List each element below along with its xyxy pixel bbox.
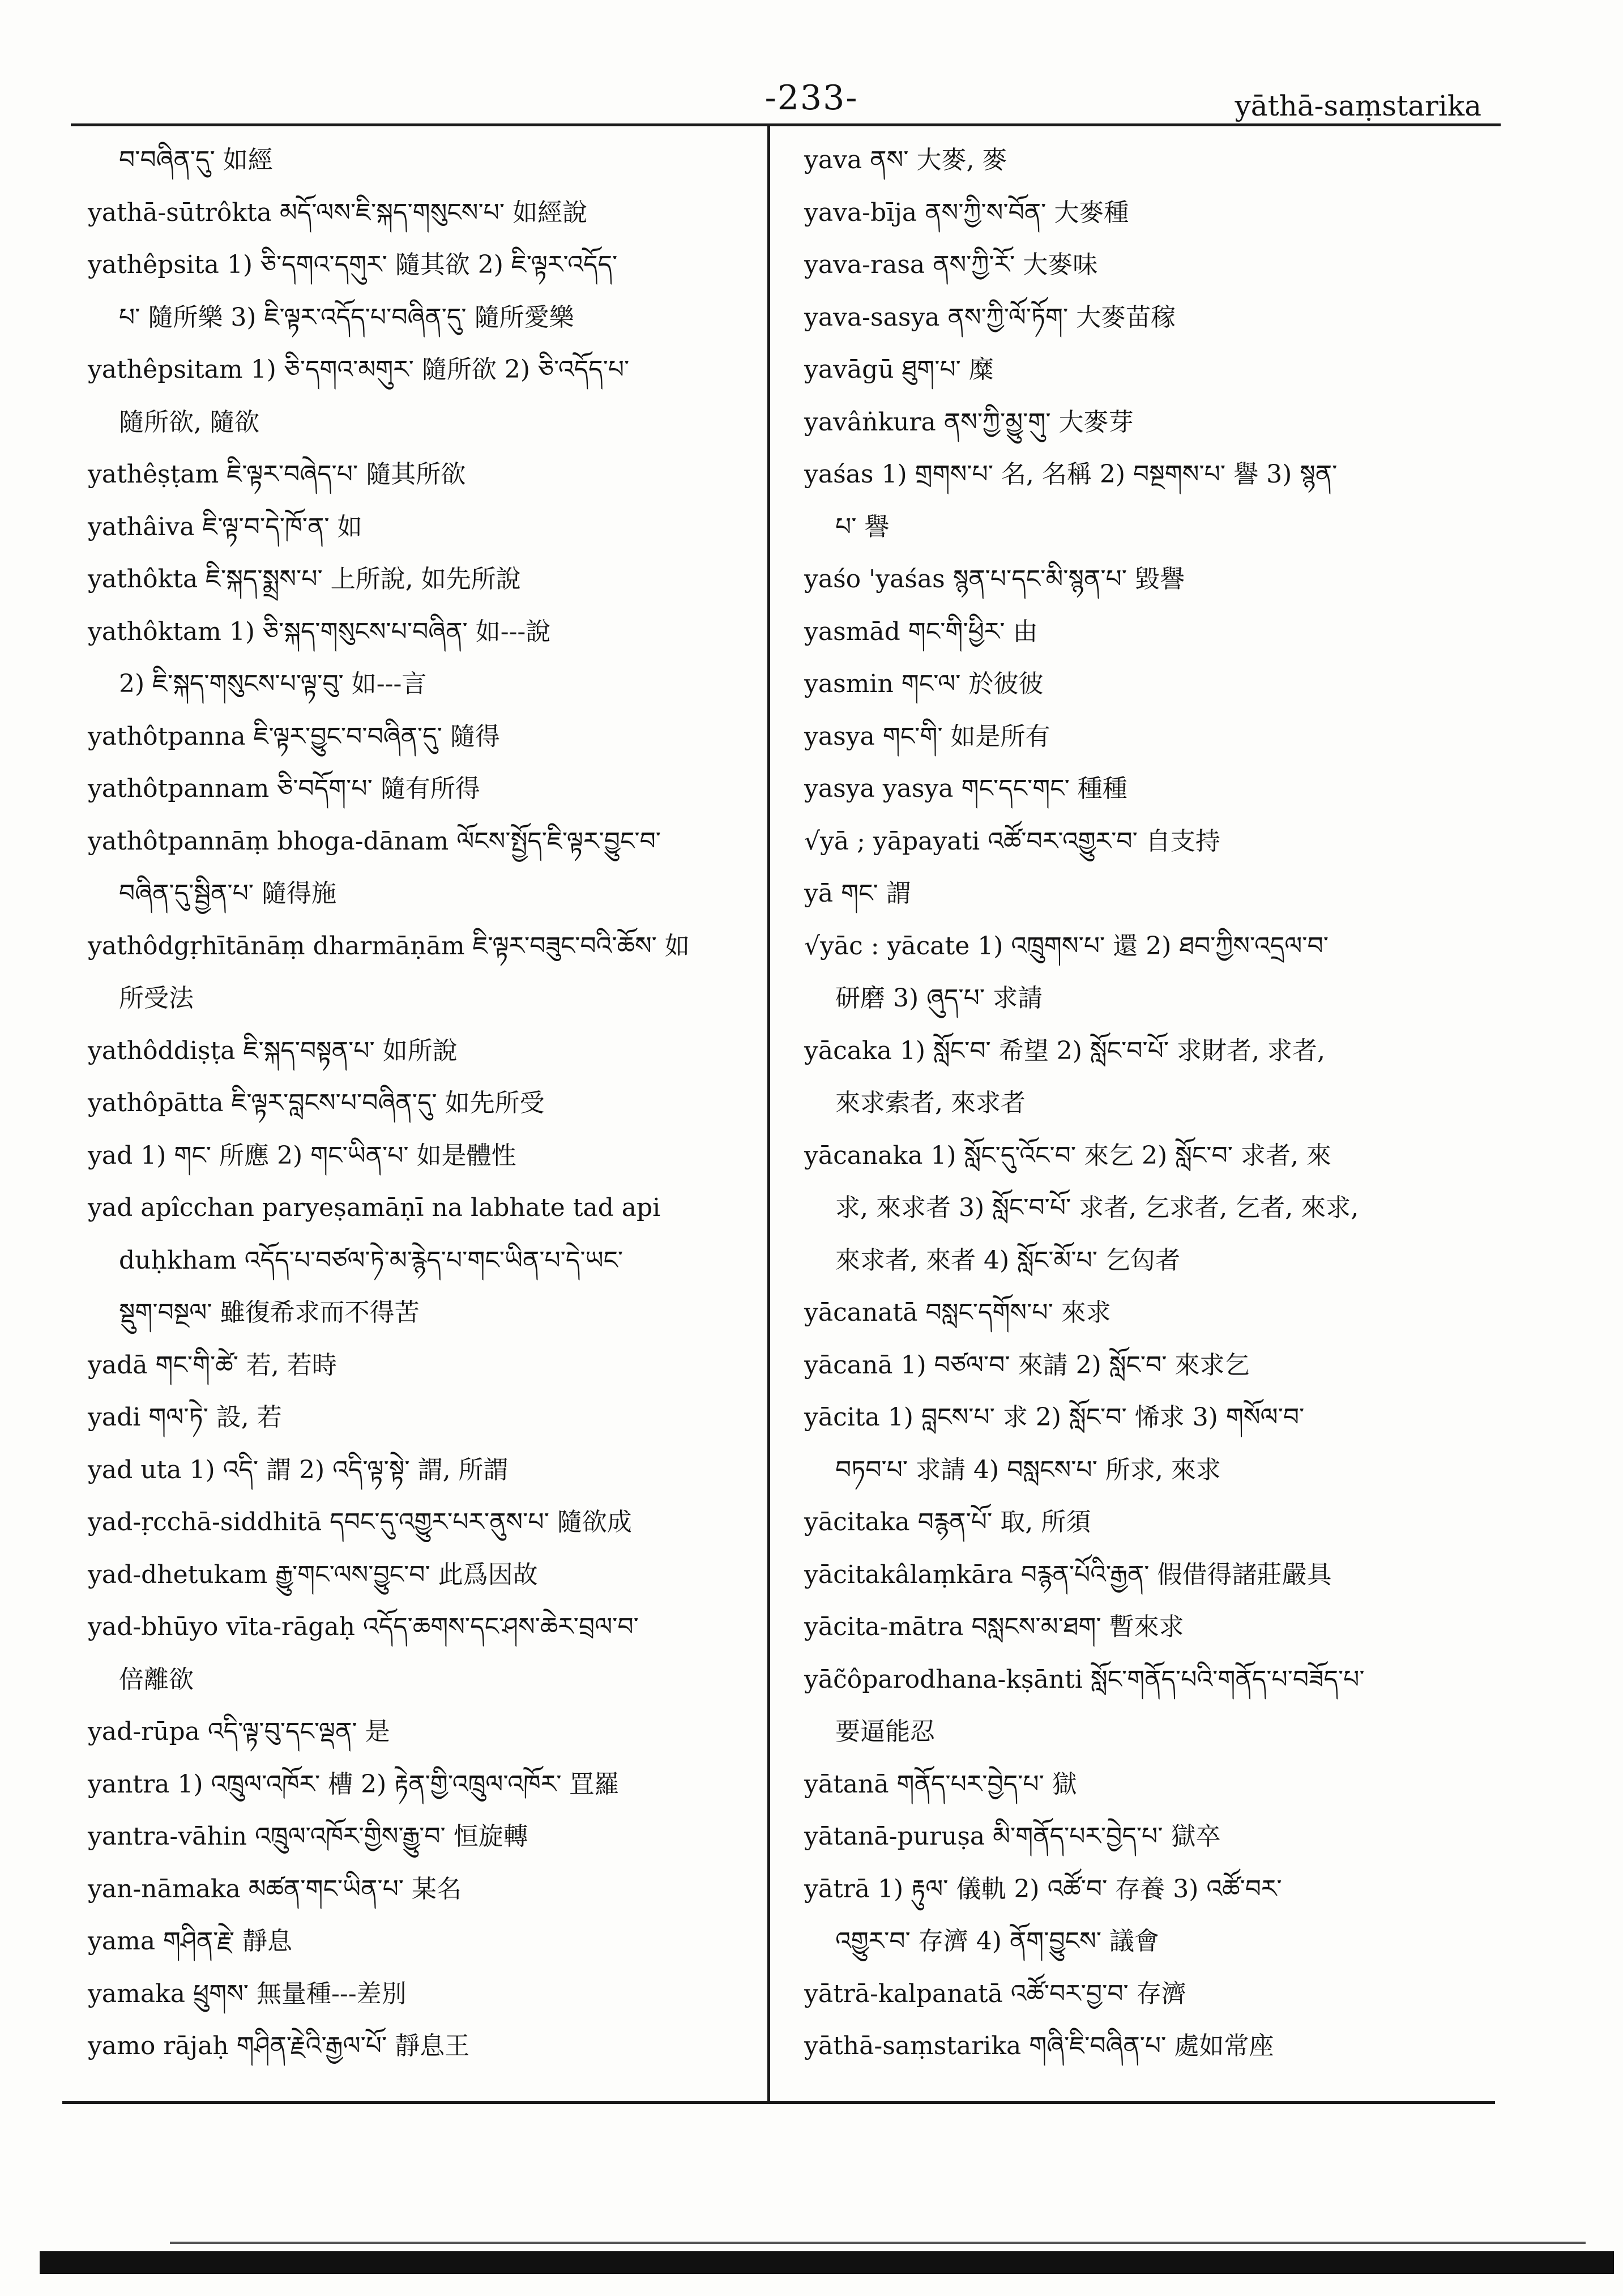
- dictionary-line: 2) ཇི་སྐད་གསུངས་པ་ལྟ་བུ་ 如---言: [119, 669, 427, 698]
- dictionary-line: √yā ; yāpayati འཚོ་བར་འགྱུར་བ་ 自支持: [804, 826, 1220, 856]
- dictionary-line: yantra-vāhin འཁྲུལ་འཁོར་གྱིས་རྒྱུ་བ་ 恒旋轉: [88, 1822, 528, 1851]
- dictionary-line: 隨所欲, 隨欲: [119, 407, 259, 437]
- page-number: -233-: [764, 78, 859, 118]
- scan-edge-line: [170, 2242, 1586, 2244]
- dictionary-line: འགྱུར་བ་ 存濟 4) ནོག་བྱུངས་ 議會: [835, 1927, 1159, 1956]
- dictionary-line: yad-rūpa འདི་ལྟ་བུ་དང་ལྡན་ 是: [88, 1717, 390, 1746]
- top-rule: [71, 123, 1501, 126]
- dictionary-line: སྡུག་བསྔལ་ 雖復希求而不得苦: [119, 1298, 420, 1327]
- dictionary-line: yātanā གནོད་པར་བྱེད་པ་ 獄: [804, 1769, 1077, 1799]
- dictionary-line: yā གང་ 謂: [804, 879, 911, 908]
- dictionary-line: yathôdgṛhītānāṃ dharmāṇām ཇི་ལྟར་བཟུང་བའི་ཆོས་ 如: [88, 931, 690, 961]
- dictionary-line: 求, 來求者 3) སློང་བ་པོ་ 求者, 乞求者, 乞者, 來求,: [835, 1193, 1359, 1222]
- dictionary-line: yāc̃ôparodhana-kṣānti སློང་གནོད་པའི་གནོད་པ་བཟོད་པ་: [804, 1665, 1365, 1694]
- dictionary-line: yathôddiṣṭa ཇི་སྐད་བསྟན་པ་ 如所說: [88, 1036, 458, 1065]
- dictionary-line: yad-dhetukam རྒྱུ་གང་ལས་བྱུང་བ་ 此爲因故: [88, 1560, 538, 1589]
- dictionary-line: པ་ 譽: [835, 512, 890, 541]
- dictionary-line: yātanā-puruṣa མི་གནོད་པར་བྱེད་པ་ 獄卒: [804, 1822, 1221, 1851]
- dictionary-line: yadi གལ་ཏེ་ 設, 若: [88, 1403, 282, 1432]
- dictionary-line: yathôktam 1) ཅི་སྐད་གསུངས་པ་བཞིན་ 如---說: [88, 617, 551, 646]
- right-column: [804, 134, 1489, 2073]
- dictionary-line: yācanaka 1) སློང་དུ་འོང་བ་ 來乞 2) སློང་བ་ 求者, 來: [804, 1141, 1331, 1170]
- dictionary-line: 倍離欲: [119, 1665, 194, 1694]
- dictionary-line: yācanā 1) བཙལ་བ་ 來請 2) སློང་བ་ 來求乞: [804, 1350, 1250, 1380]
- dictionary-line: བཞིན་དུ་སྦྱིན་པ་ 隨得施: [119, 879, 337, 908]
- dictionary-line: yasmin གང་ལ་ 於彼彼: [804, 669, 1044, 698]
- dictionary-line: yathêpsita 1) ཅི་དགའ་དགུར་ 隨其欲 2) ཇི་ལྟར་འདོད་: [88, 250, 618, 279]
- dictionary-line: yasmād གང་གི་ཕྱིར་ 由: [804, 617, 1038, 646]
- dictionary-line: yantra 1) འཁྲུལ་འཁོར་ 槽 2) རྟེན་གྱི་འཁྲུལ་འཁོར་ 罝羅: [88, 1769, 620, 1799]
- dictionary-line: 來求者, 來者 4) སློང་མོ་པ་ 乞匃者: [835, 1245, 1180, 1275]
- dictionary-line: yad-bhūyo vīta-rāgaḥ འདོད་ཆགས་དང་ཤས་ཆེར་བྲལ་བ་: [88, 1612, 639, 1641]
- dictionary-line: yavâṅkura ནས་ཀྱི་མྱུ་གུ་ 大麥芽: [804, 407, 1134, 437]
- dictionary-line: yātrā-kalpanatā འཚོ་བར་བྱ་བ་ 存濟: [804, 1979, 1186, 2008]
- dictionary-line: yava-sasya ནས་ཀྱི་ལོ་ཏོག་ 大麥苗稼: [804, 302, 1176, 332]
- dictionary-line: yācitaka བརྙན་པོ་ 取, 所須: [804, 1508, 1091, 1537]
- dictionary-line: yathā-sūtrôkta མདོ་ལས་ཇི་སྐད་གསུངས་པ་ 如經說: [88, 198, 588, 227]
- dictionary-line: yasya yasya གང་དང་གང་ 種種: [804, 774, 1127, 803]
- dictionary-line: པ་ 隨所樂 3) ཇི་ལྟར་འདོད་པ་བཞིན་དུ་ 隨所愛樂: [119, 302, 574, 332]
- dictionary-line: yaśo 'yaśas སྙན་པ་དང་མི་སྙན་པ་ 毀譽: [804, 565, 1185, 594]
- dictionary-line: yathêṣṭam ཇི་ལྟར་བཞེད་པ་ 隨其所欲: [88, 460, 466, 489]
- dictionary-line: yava-rasa ནས་ཀྱི་རོ་ 大麥味: [804, 250, 1098, 279]
- dictionary-line: yava-bīja ནས་ཀྱི་ས་བོན་ 大麥種: [804, 198, 1129, 227]
- dictionary-line: yācanatā བསླང་དགོས་པ་ 來求: [804, 1298, 1111, 1327]
- dictionary-line: yācita-mātra བསླངས་མ་ཐག་ 暫來求: [804, 1612, 1184, 1641]
- dictionary-line: yātrā 1) རྟུལ་ 儀軌 2) འཚོ་བ་ 存養 3) འཚོ་བར་: [804, 1874, 1282, 1904]
- dictionary-line: yad uta 1) འདི་ 謂 2) འདི་ལྟ་སྟེ་ 謂, 所謂: [88, 1455, 509, 1484]
- dictionary-line: yathôtpanna ཇི་ལྟར་བྱུང་བ་བཞིན་དུ་ 隨得: [88, 722, 500, 751]
- column-divider: [767, 126, 770, 2102]
- dictionary-line: yan-nāmaka མཚན་གང་ཡིན་པ་ 某名: [88, 1874, 462, 1904]
- dictionary-line: yāthā-saṃstarika གཞི་ཇི་བཞིན་པ་ 處如常座: [804, 2032, 1274, 2060]
- dictionary-line: yava ནས་ 大麥, 麥: [804, 146, 1007, 174]
- dictionary-line: བ་བཞིན་དུ་ 如經: [119, 146, 273, 174]
- dictionary-line: བཏབ་པ་ 求請 4) བསླངས་པ་ 所求, 來求: [835, 1455, 1221, 1484]
- dictionary-line: yathêpsitam 1) ཅི་དགའ་མགུར་ 隨所欲 2) ཅི་འདོད་པ་: [88, 355, 630, 384]
- dictionary-line: duḥkham འདོད་པ་བཙལ་ཏེ་མ་རྙེད་པ་གང་ཡིན་པ་དེ་ཡང་: [119, 1245, 623, 1275]
- dictionary-line: 所受法: [119, 984, 194, 1013]
- dictionary-line: yācitakâlaṃkāra བརྙན་པོའི་རྒྱན་ 假借得諸莊嚴具: [804, 1560, 1332, 1589]
- dictionary-line: yavāgū ཐུག་པ་ 糜: [804, 355, 994, 384]
- dictionary-line: yasya གང་གི་ 如是所有: [804, 722, 1050, 751]
- dictionary-line: yathôpātta ཇི་ལྟར་བླངས་པ་བཞིན་དུ་ 如先所受: [88, 1089, 545, 1117]
- dictionary-line: 來求索者, 來求者: [835, 1089, 1026, 1117]
- dictionary-line: yathâiva ཇི་ལྟ་བ་དེ་ཁོ་ན་ 如: [88, 512, 362, 541]
- dictionary-line: yad 1) གང་ 所應 2) གང་ཡིན་པ་ 如是體性: [88, 1141, 516, 1170]
- dictionary-line: yaśas 1) གྲགས་པ་ 名, 名稱 2) བསྔགས་པ་ 譽 3) སྙན་: [804, 460, 1338, 489]
- scan-edge-bar: [40, 2251, 1614, 2274]
- left-column: [88, 134, 756, 2073]
- dictionary-line: yācita 1) བླངས་པ་ 求 2) སློང་བ་ 悕求 3) གསོལ་བ་: [804, 1403, 1305, 1432]
- dictionary-line: yathôtpannam ཅི་བདོག་པ་ 隨有所得: [88, 774, 480, 803]
- dictionary-line: yācaka 1) སློང་བ་ 希望 2) སློང་བ་པོ་ 求財者, 求者,: [804, 1036, 1326, 1065]
- dictionary-line: yamo rājaḥ གཤིན་རྗེའི་རྒྱལ་པོ་ 靜息王: [88, 2032, 470, 2060]
- dictionary-line: yathôtpannāṃ bhoga-dānam ལོངས་སྤྱོད་ཇི་ལྟར་བྱུང་བ་: [88, 826, 661, 856]
- dictionary-line: yad-ṛcchā-siddhitā དབང་དུ་འགྱུར་པར་ནུས་པ་ 隨欲成: [88, 1508, 632, 1537]
- dictionary-line: yad apîcchan paryeṣamāṇī na labhate tad api: [88, 1193, 661, 1222]
- dictionary-line: yama གཤིན་རྗེ་ 靜息: [88, 1927, 292, 1956]
- bottom-rule: [62, 2101, 1495, 2104]
- running-head: yāthā-saṃstarika: [1235, 89, 1481, 122]
- dictionary-line: 要逼能忍: [835, 1717, 935, 1746]
- dictionary-line: √yāc : yācate 1) འཁྲུགས་པ་ 還 2) ཐབ་ཀྱིས་འདྲལ་བ་: [804, 931, 1329, 961]
- dictionary-line: yathôkta ཇི་སྐད་སྨྲས་པ་ 上所說, 如先所說: [88, 565, 521, 594]
- dictionary-line: 研磨 3) ཞུད་པ་ 求請: [835, 984, 1043, 1013]
- dictionary-line: yamaka ཕྲུགས་ 無量種---差別: [88, 1979, 407, 2008]
- dictionary-line: yadā གང་གི་ཚེ་ 若, 若時: [88, 1350, 337, 1380]
